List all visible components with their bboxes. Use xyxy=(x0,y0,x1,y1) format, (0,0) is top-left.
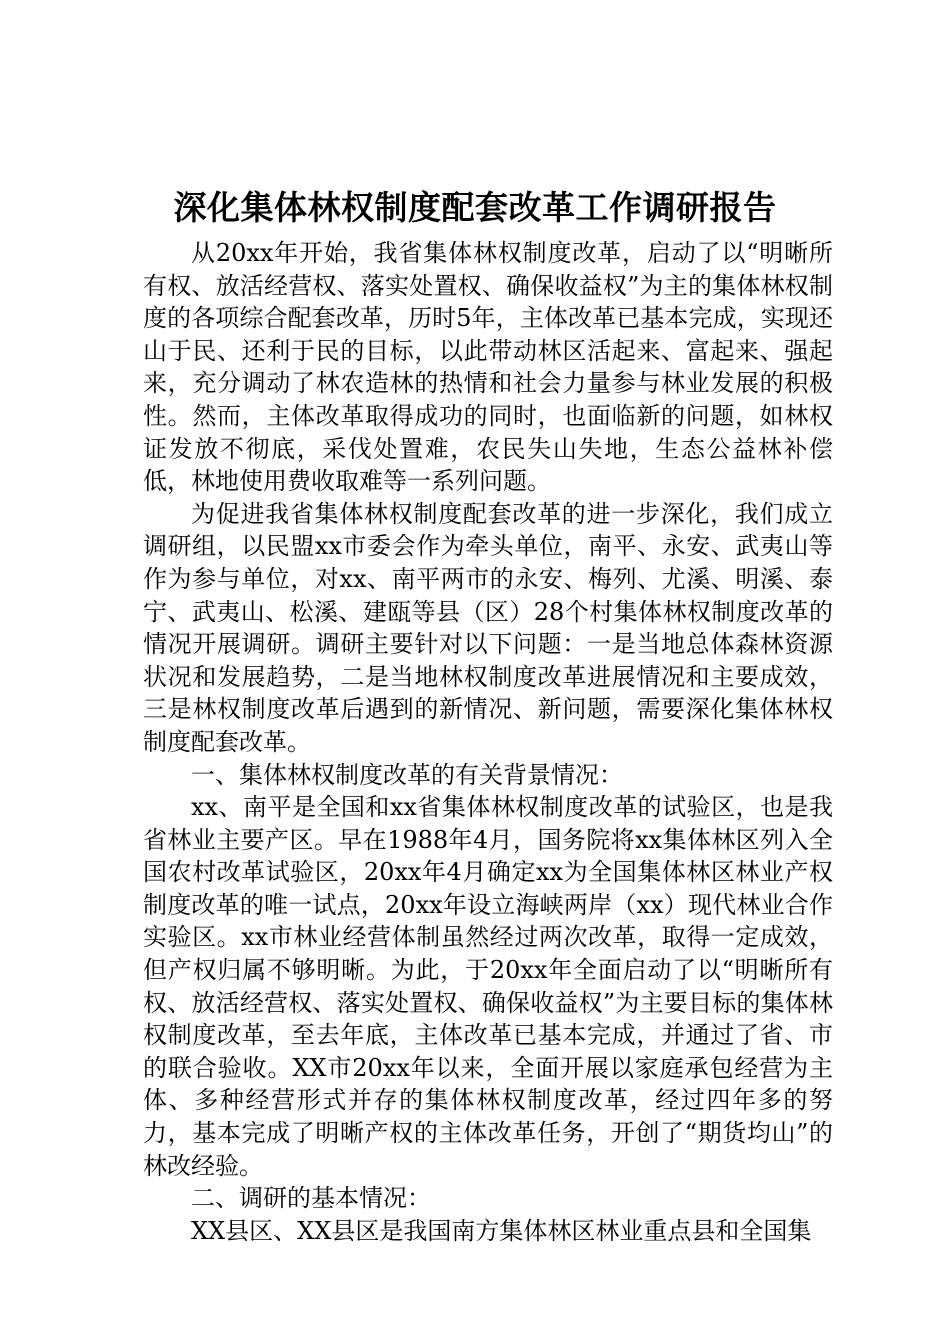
paragraph-intro: 从20xx年开始，我省集体林权制度改革，启动了以“明晰所有权、放活经营权、落实处置权、确保收益权”为主的集体林权制度的各项综合配套改革，历时5年，主体改革已基本完成，实现还山于民、还利于民的目标，以此带动林区活起来、富起来、强起来，充分调动了林农造林的热情和社会力量参与林业发展的积极性。然而，主体改革取得成功的同时，也面临新的问题，如林权证发放不彻底，采伐处置难，农民失山失地，生态公益林补偿低，林地使用费收取难等一系列问题。 xyxy=(143,239,833,496)
document-title: 深化集体林权制度配套改革工作调研报告 xyxy=(173,188,777,227)
section-heading-background: 一、集体林权制度改革的有关背景情况： xyxy=(191,760,623,789)
paragraph-basic-situation: XX县区、XX县区是我国南方集体林区林业重点县和全国集 xyxy=(191,1216,812,1245)
paragraph-background: xx、南平是全国和xx省集体林权制度改革的试验区，也是我省林业主要产区。早在1988年4月，国务院将xx集体林区列入全国农村改革试验区，20xx年4月确定xx为全国集体林区林业产权制度改革的唯一试点，20xx年设立海峡两岸（xx）现代林业合作实验区。xx市林业经营体制虽然经过两次改革，取得一定成效，但产权归属不够明晰。为此，于20xx年全面启动了以“明晰所有权、放活经营权、落实处置权、确保收益权”为主要目标的集体林权制度改革，至去年底，主体改革已基本完成，并通过了省、市的联合验收。XX市20xx年以来，全面开展以家庭承包经营为主体、多种经营形式并存的集体林权制度改革，经过四年多的努力，基本完成了明晰产权的主体改革任务，开创了“期货均山”的林改经验。 xyxy=(143,793,833,1180)
paragraph-research-team: 为促进我省集体林权制度配套改革的进一步深化，我们成立调研组，以民盟xx市委会作为牵头单位，南平、永安、武夷山等作为参与单位，对xx、南平两市的永安、梅列、尤溪、明溪、泰宁、武夷山、松溪、建瓯等县（区）28个村集体林权制度改革的情况开展调研。调研主要针对以下问题：一是当地总体森林资源状况和发展趋势，二是当地林权制度改革进展情况和主要成效，三是林权制度改革后遇到的新情况、新问题，需要深化集体林权制度配套改革。 xyxy=(143,499,833,756)
section-heading-basic-situation: 二、调研的基本情况： xyxy=(191,1184,431,1213)
document-body xyxy=(143,237,833,1247)
